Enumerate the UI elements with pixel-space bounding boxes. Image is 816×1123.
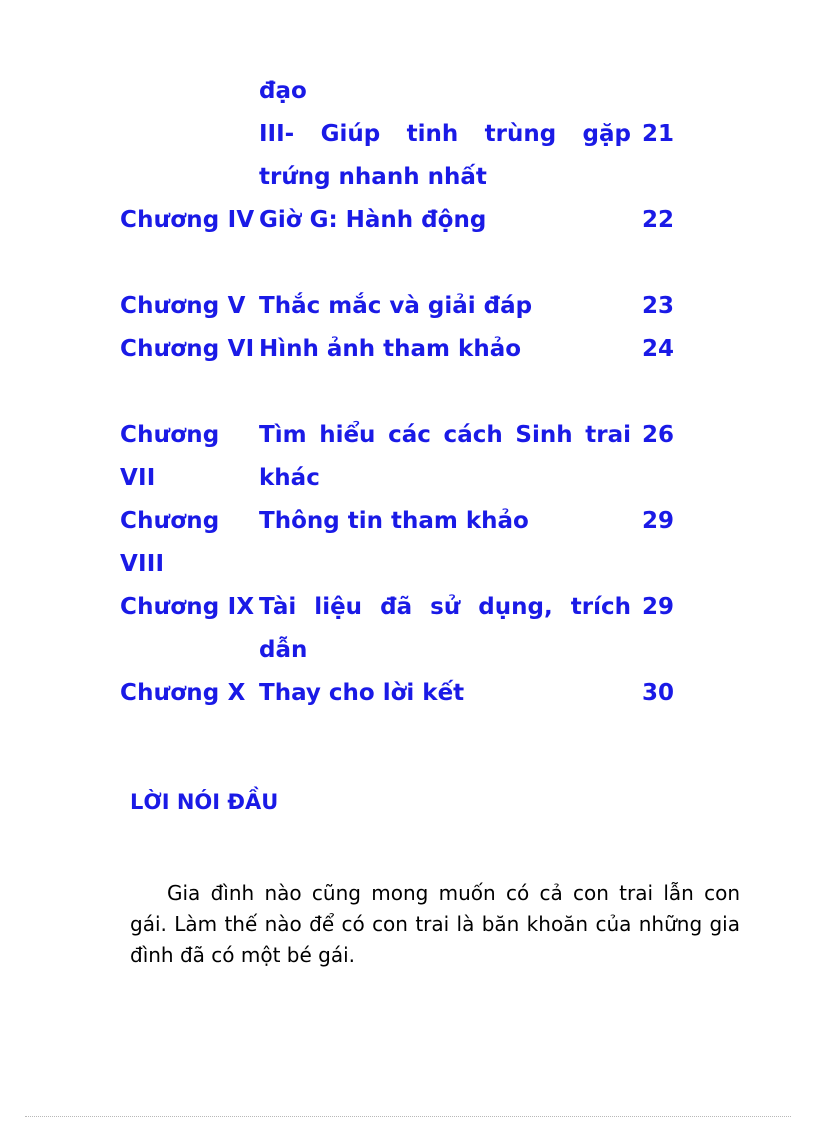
toc-row <box>120 500 720 586</box>
toc-row <box>120 199 720 285</box>
toc-page-number: 26 <box>642 422 675 448</box>
toc-page-number: 30 <box>642 680 675 706</box>
preface-heading: LỜI NÓI ĐẦU <box>130 790 279 814</box>
table-of-contents <box>120 70 720 715</box>
toc-page-number: 29 <box>642 508 675 534</box>
toc-row <box>120 586 720 672</box>
toc-title: Giờ G: Hành động <box>259 207 487 233</box>
toc-title: Hình ảnh tham khảo <box>259 336 522 362</box>
toc-chapter: Chương X <box>120 680 246 706</box>
toc-page-number: 21 <box>642 121 675 147</box>
page-bottom-divider <box>25 1116 791 1117</box>
toc-title: Tài liệu đã sử dụng, trích dẫn <box>259 594 631 663</box>
toc-title: đạo <box>259 78 307 104</box>
toc-chapter: Chương VI <box>120 336 255 362</box>
toc-page-number: 29 <box>642 594 675 620</box>
toc-title: Thay cho lời kết <box>259 680 465 706</box>
toc-row <box>120 70 720 113</box>
toc-title: Thắc mắc và giải đáp <box>259 293 533 319</box>
toc-chapter: Chương VII <box>120 422 220 491</box>
toc-chapter: Chương IX <box>120 594 255 620</box>
preface-paragraph: Gia đình nào cũng mong muốn có cả con trai lẫn con gái. Làm thế nào để có con trai là băn khoăn của những gia đình đã có một bé gái. <box>130 881 740 967</box>
toc-row <box>120 414 720 500</box>
toc-chapter: Chương IV <box>120 207 255 233</box>
toc-row <box>120 113 720 199</box>
toc-page-number: 23 <box>642 293 675 319</box>
toc-page-number: 24 <box>642 336 675 362</box>
toc-chapter: Chương V <box>120 293 246 319</box>
toc-row <box>120 285 720 328</box>
toc-title: Tìm hiểu các cách Sinh trai khác <box>259 422 631 491</box>
toc-title: III- Giúp tinh trùng gặp trứng nhanh nhất <box>259 121 631 190</box>
toc-chapter: Chương VIII <box>120 508 220 577</box>
toc-page-number: 22 <box>642 207 675 233</box>
toc-row <box>120 328 720 414</box>
toc-title: Thông tin tham khảo <box>259 508 529 534</box>
toc-row <box>120 672 720 715</box>
